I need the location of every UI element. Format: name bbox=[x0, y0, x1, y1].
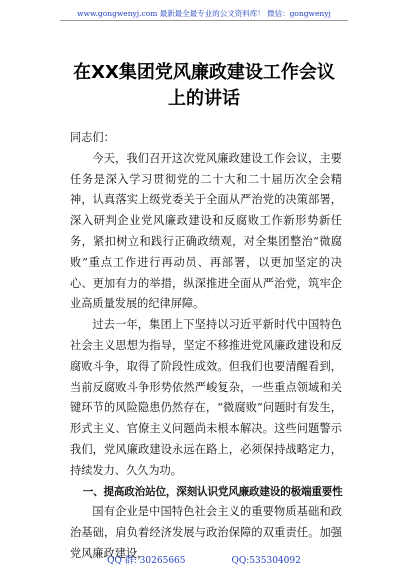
paragraph-3: 国有企业是中国特色社会主义的重要物质基础和政治基础，肩负着经济发展与政治保障的双重责任。加强党风廉政建设， bbox=[70, 505, 342, 560]
footer-contact bbox=[0, 553, 408, 566]
section-heading: 一、提高政治站位，深刻认识党风廉政建设的极端重要性 bbox=[82, 485, 343, 498]
paragraph-2: 过去一年，集团上下坚持以习近平新时代中国特色社会主义思想为指导，坚定不移推进党风廉政建设和反腐败斗争，取得了阶段性成效。但我们也要清醒看到，当前反腐败斗争形势依然严峻复杂，一些重点领域和关键环节的风险隐患仍然存在，“微腐败”问题时有发生，形式主义、官僚主义问题尚未根本解决。这些问题警示我们，党风廉政建设永远在路上，必须保持战略定力，持续发力、久久为功。 bbox=[70, 318, 342, 477]
document-title: 在XX集团党风廉政建设工作会议上的讲话 bbox=[73, 62, 335, 109]
header-banner: www.gongwenyj.com 最新最全最专业的公文资料库！ 微信：gongwenyj bbox=[77, 9, 331, 18]
salutation: 同志们： bbox=[70, 131, 115, 144]
paragraph-1: 今天，我们召开这次党风廉政建设工作会议，主要任务是深入学习贯彻党的二十大和二十届历次全会精神，认真落实上级党委关于全面从严治党的决策部署，深入研判企业党风廉政建设和反腐败工作新形势新任务，紧扣树立和践行正确政绩观，对全集团整治“微腐败”重点工作进行再动员、再部署，以更加坚定的决心、更加有力的举措，纵深推进全面从严治党，筑牢企业高质量发展的纪律屏障。 bbox=[70, 151, 342, 311]
header-divider bbox=[60, 20, 348, 21]
document-body bbox=[70, 128, 342, 565]
footer-qq: QQ:535304092 bbox=[231, 556, 301, 566]
footer-qq-group: QQ 群: 30265665 bbox=[107, 556, 186, 566]
